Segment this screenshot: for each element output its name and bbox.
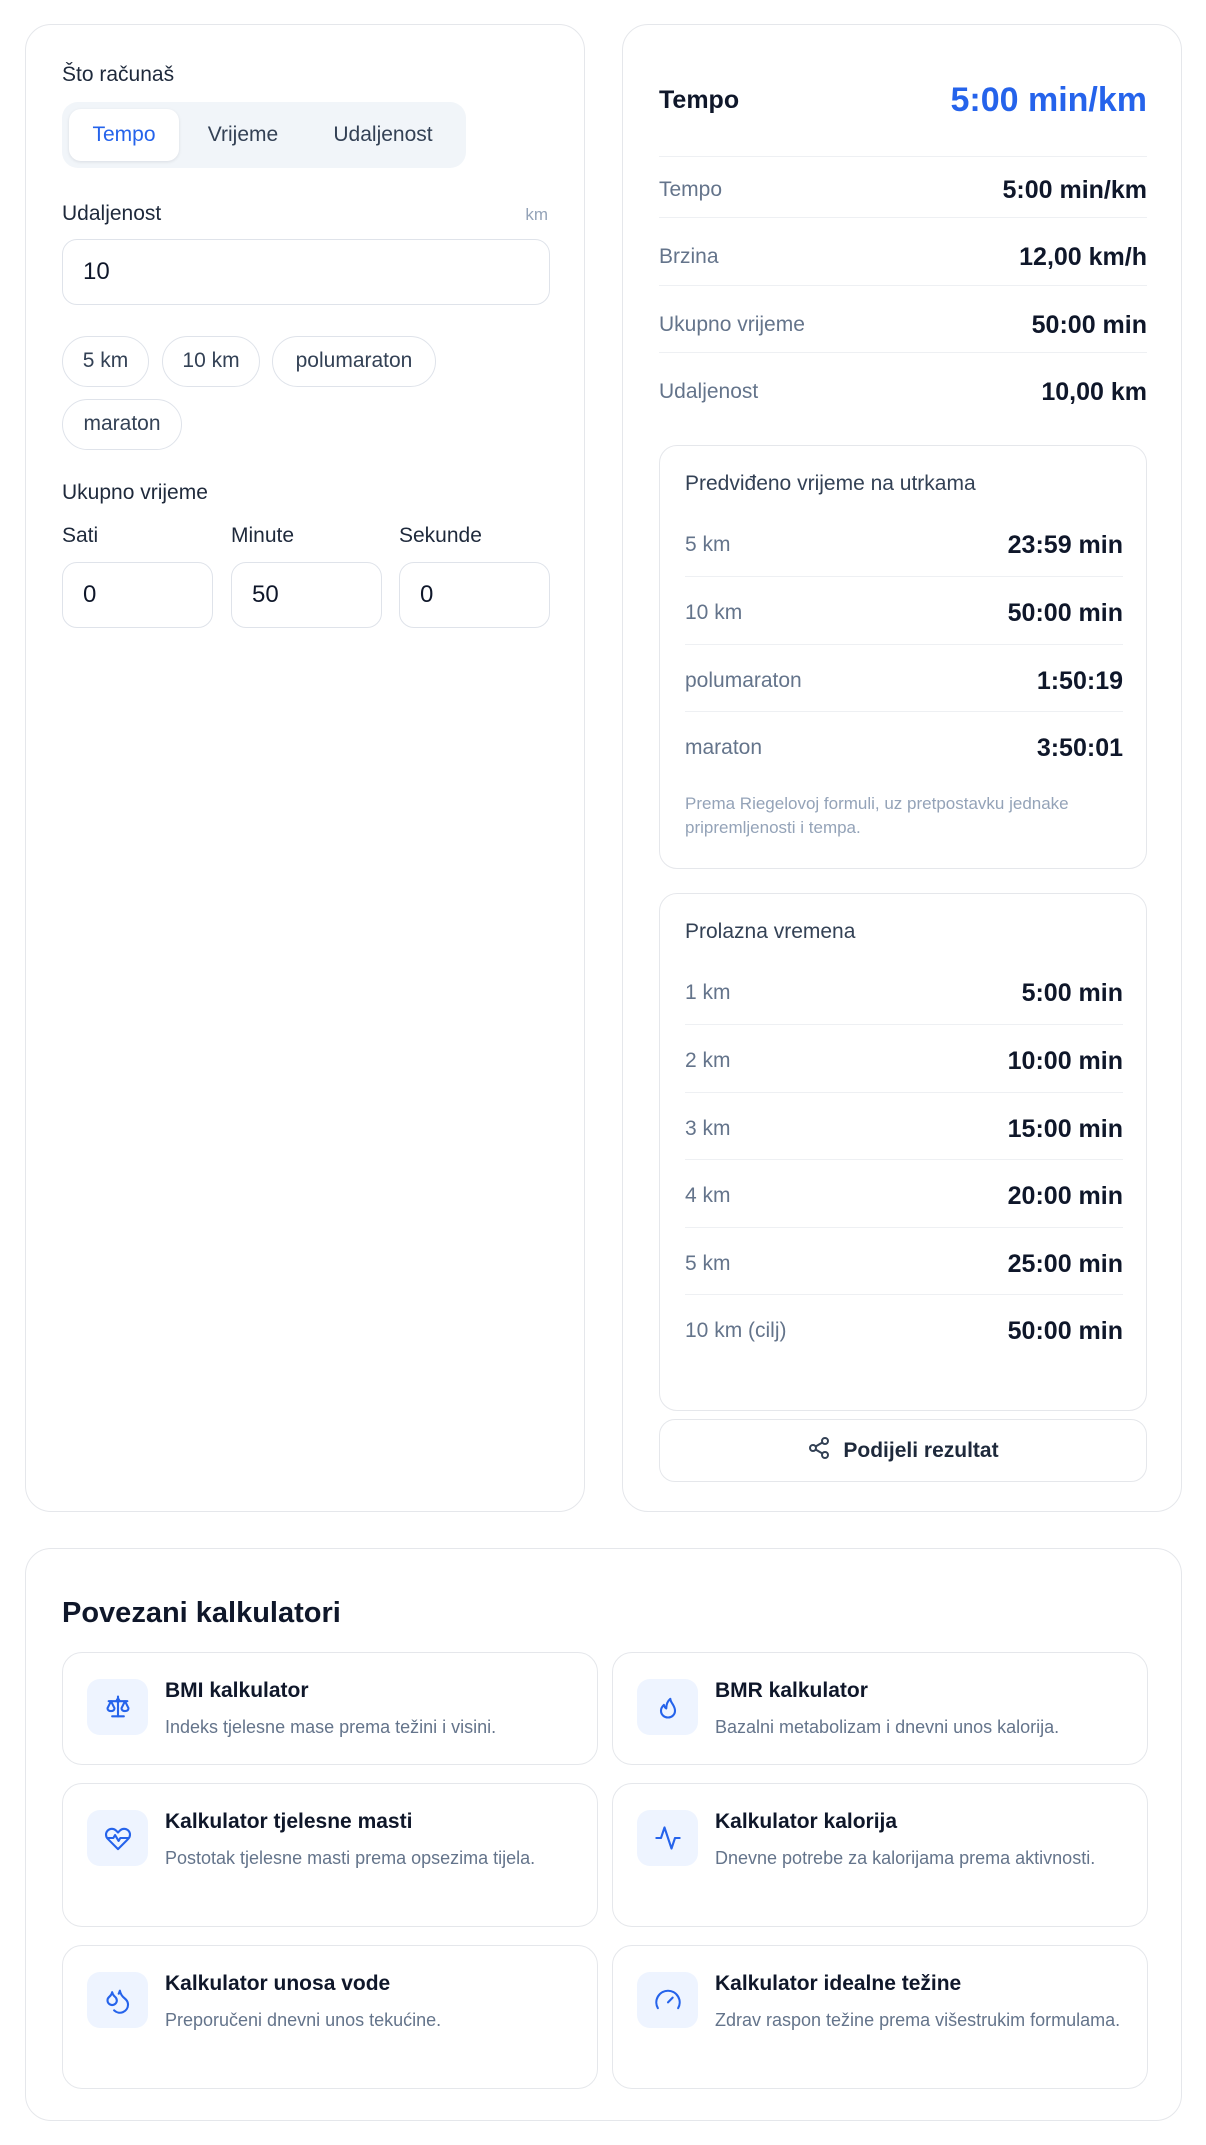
divider: [685, 1294, 1123, 1295]
scale-icon: [87, 1679, 148, 1735]
prediction-label: 10 km: [685, 601, 743, 624]
split-row: [685, 1037, 1123, 1085]
related-item-bmi[interactable]: [62, 1652, 598, 1765]
prediction-value: 3:50:01: [1036, 733, 1123, 762]
prediction-value: 1:50:19: [1036, 666, 1123, 695]
flame-icon: [637, 1679, 698, 1735]
related-item-name: BMR kalkulator: [715, 1679, 868, 1702]
related-item-desc: Indeks tjelesne mase prema težini i visini.: [165, 1717, 497, 1737]
related-item-name: Kalkulator tjelesne masti: [165, 1810, 413, 1833]
related-item-desc: Dnevne potrebe za kalorijama prema aktivnosti.: [715, 1848, 1096, 1868]
result-row-label: Brzina: [659, 245, 719, 268]
related-item-bmr[interactable]: [612, 1652, 1148, 1765]
split-row: [685, 1240, 1123, 1288]
splits-card: [659, 893, 1147, 1411]
divider: [685, 576, 1123, 577]
related-item-body-fat[interactable]: [62, 1783, 598, 1927]
result-row-label: Udaljenost: [659, 380, 759, 403]
split-value: 5:00 min: [1021, 978, 1123, 1007]
split-row: [685, 1105, 1123, 1153]
divider: [685, 1227, 1123, 1228]
split-value: 50:00 min: [1007, 1316, 1123, 1345]
divider: [685, 1092, 1123, 1093]
share-result-button[interactable]: [659, 1419, 1147, 1482]
prediction-label: polumaraton: [685, 669, 802, 692]
result-title: Tempo: [659, 85, 740, 114]
split-value: 25:00 min: [1007, 1249, 1123, 1278]
prediction-label: maraton: [685, 736, 763, 759]
hours-label: Sati: [62, 524, 99, 547]
result-headline: 5:00 min/km: [950, 80, 1147, 119]
divider: [685, 1024, 1123, 1025]
related-item-name: Kalkulator unosa vode: [165, 1972, 391, 1995]
tab-tempo[interactable]: Tempo: [69, 109, 179, 161]
related-item-desc: Zdrav raspon težine prema višestrukim formulama.: [715, 2010, 1121, 2030]
result-row-value: 10,00 km: [1041, 377, 1147, 406]
split-label: 1 km: [685, 981, 731, 1004]
result-row-value: 50:00 min: [1031, 310, 1147, 339]
split-row: [685, 1172, 1123, 1220]
heart-pulse-icon: [87, 1810, 148, 1866]
prediction-value: 23:59 min: [1007, 530, 1123, 559]
minutes-label: Minute: [231, 524, 295, 547]
share-icon: [807, 1436, 831, 1466]
race-predictions-card: [659, 445, 1147, 869]
divider: [659, 217, 1147, 218]
split-row: [685, 1307, 1123, 1355]
prediction-row: [685, 589, 1123, 637]
result-row-total-time: [659, 301, 1147, 349]
split-value: 10:00 min: [1007, 1046, 1123, 1075]
hours-input[interactable]: 0: [62, 562, 213, 628]
split-label: 5 km: [685, 1252, 731, 1275]
split-label: 3 km: [685, 1117, 731, 1140]
distance-label: Udaljenost: [62, 202, 162, 225]
divider: [685, 711, 1123, 712]
divider: [659, 156, 1147, 157]
related-item-desc: Preporučeni dnevni unos tekućine.: [165, 2010, 442, 2030]
split-value: 15:00 min: [1007, 1114, 1123, 1143]
split-label: 2 km: [685, 1049, 731, 1072]
related-item-water[interactable]: [62, 1945, 598, 2089]
divider: [659, 352, 1147, 353]
preset-half-marathon-chip[interactable]: polumaraton: [272, 336, 436, 387]
related-item-name: Kalkulator kalorija: [715, 1810, 898, 1833]
divider: [685, 644, 1123, 645]
split-label: 10 km (cilj): [685, 1319, 787, 1342]
split-row: [685, 969, 1123, 1017]
result-row-label: Ukupno vrijeme: [659, 313, 805, 336]
related-calculators-card: [25, 1548, 1182, 2121]
activity-icon: [637, 1810, 698, 1866]
distance-input[interactable]: 10: [62, 239, 550, 305]
divider: [685, 1159, 1123, 1160]
result-row-speed: [659, 233, 1147, 281]
total-time-label: Ukupno vrijeme: [62, 481, 208, 504]
seconds-label: Sekunde: [399, 524, 482, 547]
tab-vrijeme[interactable]: Vrijeme: [207, 123, 279, 146]
prediction-label: 5 km: [685, 533, 731, 556]
gauge-icon: [637, 1972, 698, 2028]
predictions-note: Prema Riegelovoj formuli, uz pretpostavku jednake pripremljenosti i tempa.: [685, 794, 1069, 837]
preset-marathon-chip[interactable]: maraton: [62, 399, 182, 450]
related-item-desc: Postotak tjelesne masti prema opsezima tijela.: [165, 1848, 536, 1868]
minutes-input[interactable]: 50: [231, 562, 382, 628]
result-row-value: 5:00 min/km: [1002, 175, 1147, 204]
preset-5km-chip[interactable]: 5 km: [62, 336, 149, 387]
split-label: 4 km: [685, 1184, 731, 1207]
result-card: [622, 24, 1182, 1512]
droplets-icon: [87, 1972, 148, 2028]
mode-selector: [62, 102, 466, 168]
result-row-distance: [659, 368, 1147, 416]
prediction-row: [685, 657, 1123, 705]
prediction-row: [685, 521, 1123, 569]
result-row-label: Tempo: [659, 178, 723, 201]
prediction-value: 50:00 min: [1007, 598, 1123, 627]
divider: [659, 285, 1147, 286]
tab-udaljenost[interactable]: Udaljenost: [333, 123, 433, 146]
mode-label: Što računaš: [62, 63, 175, 86]
distance-unit: km: [525, 205, 548, 224]
related-item-desc: Bazalni metabolizam i dnevni unos kalorija.: [715, 1717, 1060, 1737]
calculator-input-card: [25, 24, 585, 1512]
result-header: [659, 77, 1147, 123]
seconds-input[interactable]: 0: [399, 562, 550, 628]
splits-title: Prolazna vremena: [685, 920, 856, 943]
result-row-pace: [659, 166, 1147, 214]
related-item-calories[interactable]: [612, 1783, 1148, 1927]
share-button-label: Podijeli rezultat: [843, 1438, 999, 1462]
result-row-value: 12,00 km/h: [1019, 242, 1147, 271]
preset-10km-chip[interactable]: 10 km: [162, 336, 260, 387]
split-value: 20:00 min: [1007, 1181, 1123, 1210]
related-item-name: BMI kalkulator: [165, 1679, 309, 1702]
related-item-name: Kalkulator idealne težine: [715, 1972, 962, 1995]
prediction-row: [685, 724, 1123, 772]
related-title: Povezani kalkulatori: [62, 1597, 341, 1629]
predictions-title: Predviđeno vrijeme na utrkama: [685, 472, 976, 495]
related-item-ideal-weight[interactable]: [612, 1945, 1148, 2089]
